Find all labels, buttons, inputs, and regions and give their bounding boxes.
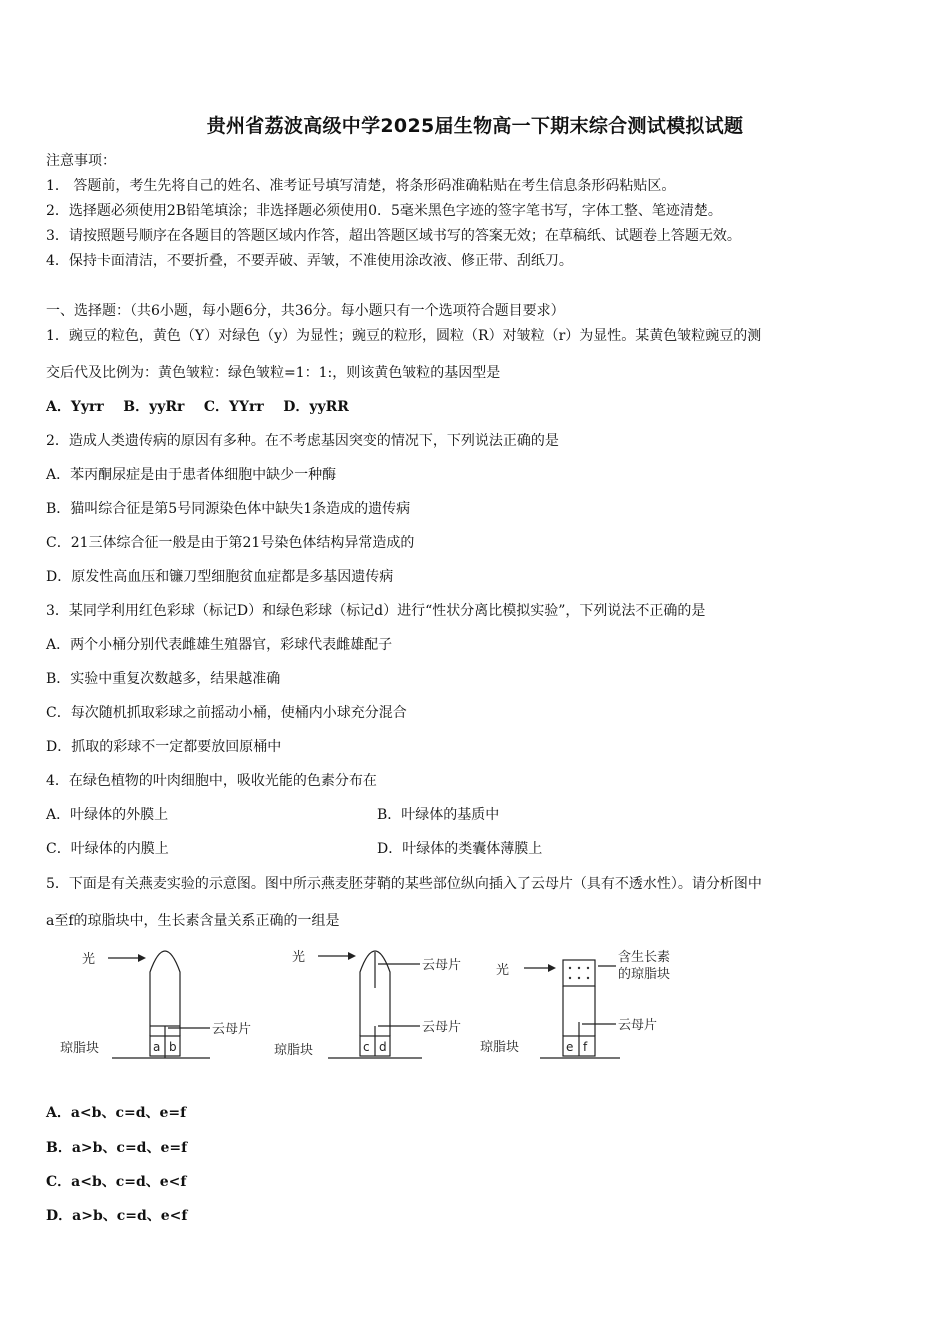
auxin-agar-label-line1: 含生长素	[618, 950, 671, 965]
auxin-agar-label-line2: 的琼脂块	[618, 967, 671, 982]
q4-option-b: B．叶绿体的基质中	[377, 807, 500, 823]
q3-option-a: A．两个小桶分别代表雌雄生殖器官，彩球代表雌雄配子	[46, 637, 393, 653]
coleoptile-1	[150, 951, 180, 1036]
q1-stem-line1: 1．豌豆的粒色，黄色（Y）对绿色（y）为显性；豌豆的粒形，圆粒（R）对皱粒（r）为显性。某黄色皱粒豌豆的测	[46, 328, 762, 344]
q2-option-b: B．猫叫综合征是第5号同源染色体中缺失1条造成的遗传病	[46, 501, 411, 517]
light-arrowhead-1	[138, 954, 146, 962]
q3-option-b: B．实验中重复次数越多，结果越准确	[46, 671, 281, 687]
notice-item-2: 2．选择题必须使用2B铅笔填涂；非选择题必须使用0．5毫米黑色字迹的签字笔书写，字体工整、笔迹清楚。	[46, 203, 722, 219]
q2-option-d: D．原发性高血压和镰刀型细胞贫血症都是多基因遗传病	[46, 569, 394, 585]
q5-option-b: B．a>b、c=d、e=f	[46, 1140, 188, 1156]
notice-item-1: 1． 答题前，考生先将自己的姓名、准考证号填写清楚，将条形码准确粘贴在考生信息条形码粘贴区。	[46, 178, 676, 194]
notice-item-4: 4．保持卡面清洁，不要折叠，不要弄破、弄皱，不准使用涂改液、修正带、刮纸刀。	[46, 253, 573, 269]
mica-label-3: 云母片	[618, 1018, 658, 1033]
agar-label-b: b	[169, 1040, 177, 1054]
agar-label-d: d	[379, 1040, 387, 1054]
mica-label-2-top: 云母片	[422, 958, 462, 973]
q5-option-d: D．a>b、c=d、e<f	[46, 1208, 188, 1224]
agar-label-3: 琼脂块	[480, 1040, 520, 1055]
light-arrowhead-3	[548, 964, 556, 972]
mica-label-2-bottom: 云母片	[422, 1020, 462, 1035]
agar-label-f: f	[583, 1040, 588, 1054]
q5-stem-line1: 5．下面是有关燕麦实验的示意图。图中所示燕麦胚芽鞘的某些部位纵向插入了云母片（具有不透水性）。请分析图中	[46, 876, 762, 892]
agar-label-a: a	[153, 1040, 161, 1054]
q1-stem-line2: 交后代及比例为：黄色皱粒：绿色皱粒=1：1:，则该黄色皱粒的基因型是	[46, 365, 501, 381]
auxin-agar-block	[563, 960, 595, 986]
agar-label-e: e	[566, 1040, 574, 1054]
q3-stem: 3．某同学利用红色彩球（标记D）和绿色彩球（标记d）进行“性状分离比模拟实验”，下列说法不正确的是	[46, 603, 706, 619]
light-label-3: 光	[496, 963, 510, 978]
q5-option-c: C．a<b、c=d、e<f	[46, 1174, 187, 1190]
q4-option-d: D．叶绿体的类囊体薄膜上	[377, 841, 543, 857]
q3-option-c: C．每次随机抓取彩球之前摇动小桶，使桶内小球充分混合	[46, 705, 407, 721]
q2-option-c: C．21三体综合征一般是由于第21号染色体结构异常造成的	[46, 535, 415, 551]
q4-option-a: A．叶绿体的外膜上	[46, 807, 169, 823]
notice-heading: 注意事项：	[46, 153, 116, 169]
light-label-1: 光	[82, 952, 96, 967]
oat-coleoptile-diagram	[60, 940, 710, 1070]
agar-label-2: 琼脂块	[274, 1043, 314, 1058]
q4-stem: 4．在绿色植物的叶肉细胞中，吸收光能的色素分布在	[46, 773, 377, 789]
light-arrowhead-2	[348, 952, 356, 960]
mica-label-1: 云母片	[212, 1022, 252, 1037]
section-heading: 一、选择题：（共6小题，每小题6分，共36分。每小题只有一个选项符合题目要求）	[46, 303, 565, 319]
q2-option-a: A．苯丙酮尿症是由于患者体细胞中缺少一种酶	[46, 467, 337, 483]
agar-label-c: c	[363, 1040, 370, 1054]
light-label-2: 光	[292, 950, 306, 965]
q2-stem: 2．造成人类遗传病的原因有多种。在不考虑基因突变的情况下，下列说法正确的是	[46, 433, 559, 449]
q1-options: A．Yyrr B．yyRr C．YYrr D．yyRR	[46, 399, 349, 415]
exam-title: 贵州省荔波高级中学2025届生物高一下期末综合测试模拟试题	[206, 115, 744, 137]
q5-stem-line2: a至f的琼脂块中，生长素含量关系正确的一组是	[46, 913, 340, 929]
oat-coleoptile-figure	[60, 940, 710, 1070]
q3-option-d: D．抓取的彩球不一定都要放回原桶中	[46, 739, 282, 755]
notice-item-3: 3．请按照题号顺序在各题目的答题区域内作答，超出答题区域书写的答案无效；在草稿纸、试题卷上答题无效。	[46, 228, 741, 244]
agar-label-1: 琼脂块	[60, 1041, 100, 1056]
q5-option-a: A．a<b、c=d、e=f	[46, 1105, 187, 1121]
auxin-dots	[569, 967, 589, 979]
q4-option-c: C．叶绿体的内膜上	[46, 841, 169, 857]
